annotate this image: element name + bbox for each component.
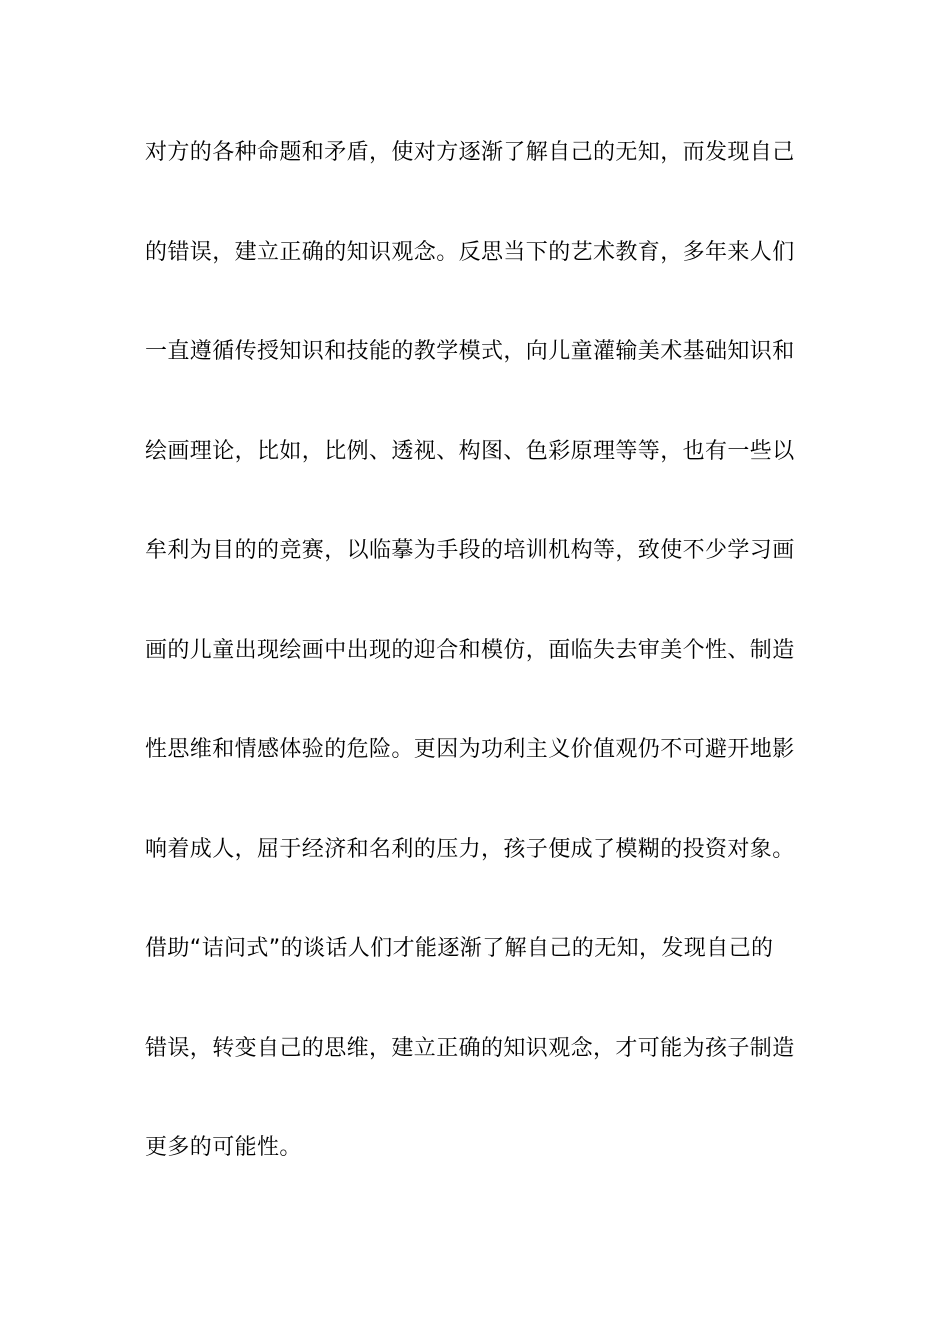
body-text (145, 133, 815, 1228)
text-line: 的错误，建立正确的知识观念。反思当下的艺术教育，多年来人们 (145, 239, 795, 265)
text-line: 画的儿童出现绘画中出现的迎合和模仿，面临失去审美个性、制造 (145, 637, 795, 663)
text-line: 牟利为目的的竞赛，以临摹为手段的培训机构等，致使不少学习画 (145, 538, 795, 563)
text-line: 借助“诘问式”的谈话人们才能逐渐了解自己的无知，发现自己的 (145, 936, 774, 961)
text-line: 性思维和情感体验的危险。更因为功利主义价值观仍不可避开地影 (145, 737, 795, 762)
text-line: 绘画理论，比如，比例、透视、构图、色彩原理等等，也有一些以 (145, 438, 795, 464)
text-line: 错误，转变自己的思维，建立正确的知识观念，才可能为孩子制造 (145, 1035, 795, 1061)
text-line: 更多的可能性。 (145, 1135, 302, 1160)
text-line: 响着成人，屈于经济和名利的压力，孩子便成了模糊的投资对象。 (145, 836, 795, 862)
text-line: 对方的各种命题和矛盾，使对方逐渐了解自己的无知，而发现自己 (145, 140, 795, 165)
text-line: 一直遵循传授知识和技能的教学模式，向儿童灌输美术基础知识和 (145, 339, 795, 364)
